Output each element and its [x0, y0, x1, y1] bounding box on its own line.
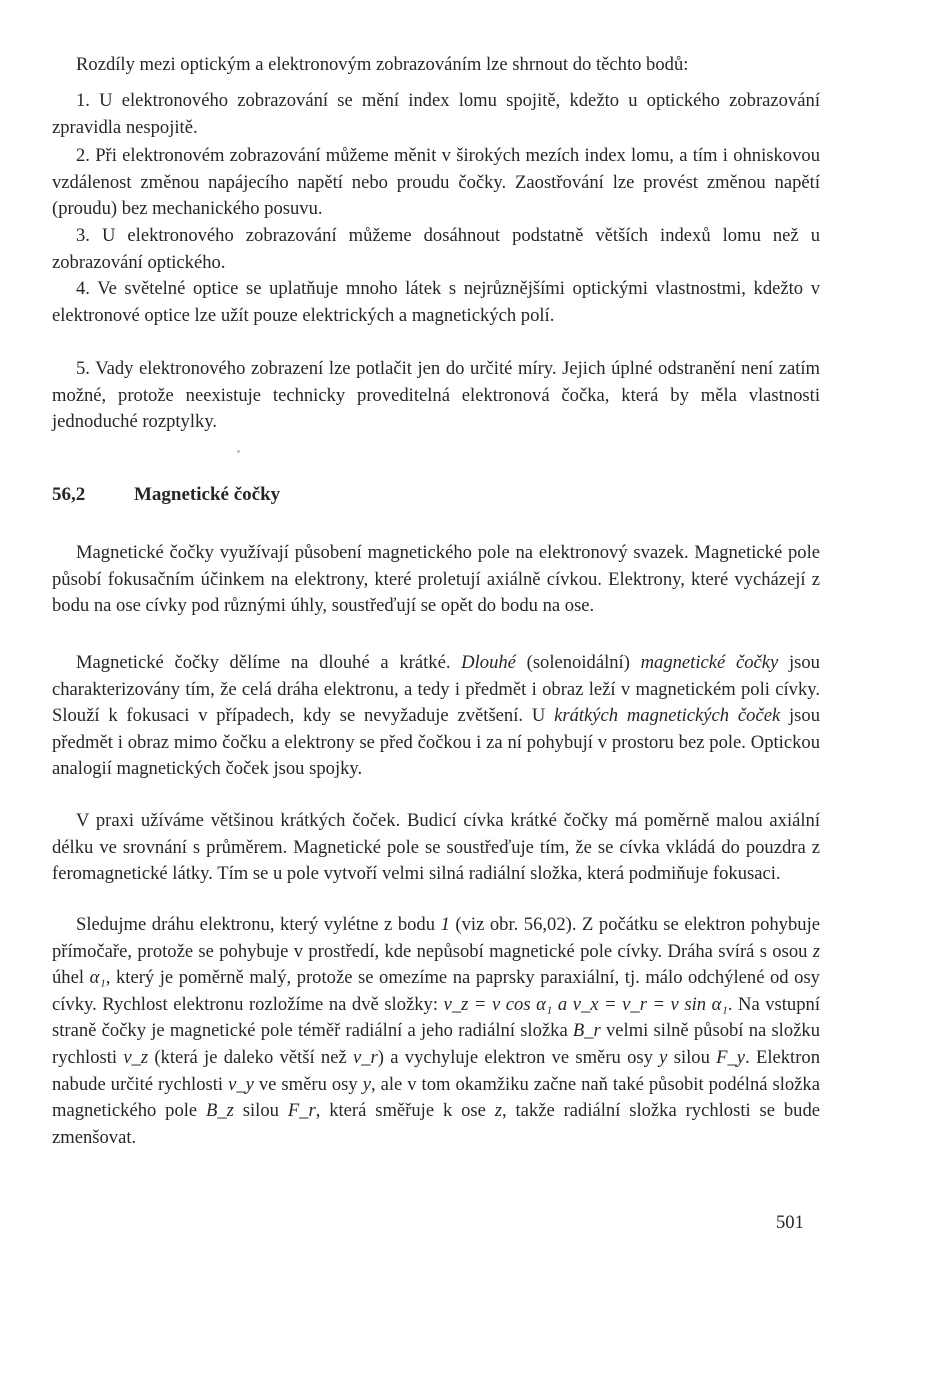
- section-heading: [52, 484, 280, 506]
- intro-paragraph: Rozdíly mezi optickým a elektronovým zobrazováním lze shrnout do těchto bodů:: [76, 54, 689, 75]
- body-paragraph: Magnetické čočky dělíme na dlouhé a krátké. Dlouhé (solenoidální) magnetické čočky jsou charakterizovány tím, že celá dráha elektronu, a tedy i předmět i obraz leží v magnetickém poli cívky. Slouží k fokusaci v případech, kdy se nevyžaduje zvětšení. U krátkých magnetických čoček jsou předmět i obraz mimo čočku a elektrony se před čočkou i za ní pohybují v prostoru bez pole. Optickou analogií magnetických čoček jsou spojky.: [52, 652, 820, 780]
- list-item: 4. Ve světelné optice se uplatňuje mnoho látek s nejrůznějšími optickými vlastnostmi, kdežto v elektronové optice lze užít pouze elektrických a magnetických polí.: [52, 278, 820, 326]
- section-title: Magnetické čočky: [134, 484, 281, 505]
- list-item: 1. U elektronového zobrazování se mění index lomu spojitě, kdežto u optického zobrazování zpravidla nespojitě.: [52, 90, 820, 138]
- body-paragraph: Sledujme dráhu elektronu, který vylétne z bodu 1 (viz obr. 56,02). Z počátku se elektron pohybuje přímočaře, protože se pohybuje v prostředí, kde nepůsobí magnetické pole cívky. Dráha svírá s osou z úhel α₁, který je poměrně malý, protože se omezíme na paprsky paraxiální, tj. málo odchýlené od osy cívky. Rychlost elektronu rozložíme na dvě složky: v_z = v cos α₁ a v_x = v_r = v sin α₁. Na vstupní straně čočky je magnetické pole téměř radiální a jeho radiální složka B_r velmi silně působí na složku rychlosti v_z (která je daleko větší než v_r) a vychyluje elektron ve směru osy y silou F_y. Elektron nabude určité rychlosti v_y ve směru osy y, ale v tom okamžiku začne naň také působit podélná složka magnetického pole B_z silou F_r, která směřuje k ose z, takže radiální složka rychlosti se bude zmenšovat.: [52, 914, 821, 1148]
- body-paragraph: Magnetické čočky využívají působení magnetického pole na elektronový svazek. Magnetické pole působí fokusačním účinkem na elektrony, které proletují axiálně cívkou. Elektrony, které vycházejí z bodu na ose cívky pod různými úhly, soustřeďují se opět do bodu na ose.: [52, 542, 820, 617]
- body-paragraph: V praxi užíváme většinou krátkých čoček. Budicí cívka krátké čočky má poměrně malou axiální délku ve srovnání s průměrem. Magnetické pole se soustřeďuje tím, že se cívka vkládá do pouzdra z feromagnetické látky. Tím se u pole vytvoří velmi silná radiální složka, která podmiňuje fokusaci.: [52, 810, 820, 885]
- list-item: 3. U elektronového zobrazování můžeme dosáhnout podstatně větších indexů lomu než u zobrazování optického.: [52, 225, 820, 273]
- list-item: 5. Vady elektronového zobrazení lze potlačit jen do určité míry. Jejich úplné odstranění není zatím možné, protože neexistuje technicky proveditelná elektronová čočka, která by měla vlastnosti jednoduché rozptylky.: [52, 358, 820, 433]
- page-number: 501: [776, 1212, 804, 1233]
- section-number: 56,2: [52, 484, 86, 505]
- list-item: 2. Při elektronovém zobrazování můžeme měnit v širokých mezích index lomu, a tím i ohniskovou vzdálenost změnou napájecího napětí nebo proudu čočky. Zaostřování lze provést změnou napětí (proudu) bez mechanického posuvu.: [52, 145, 820, 220]
- print-speck: [237, 450, 240, 453]
